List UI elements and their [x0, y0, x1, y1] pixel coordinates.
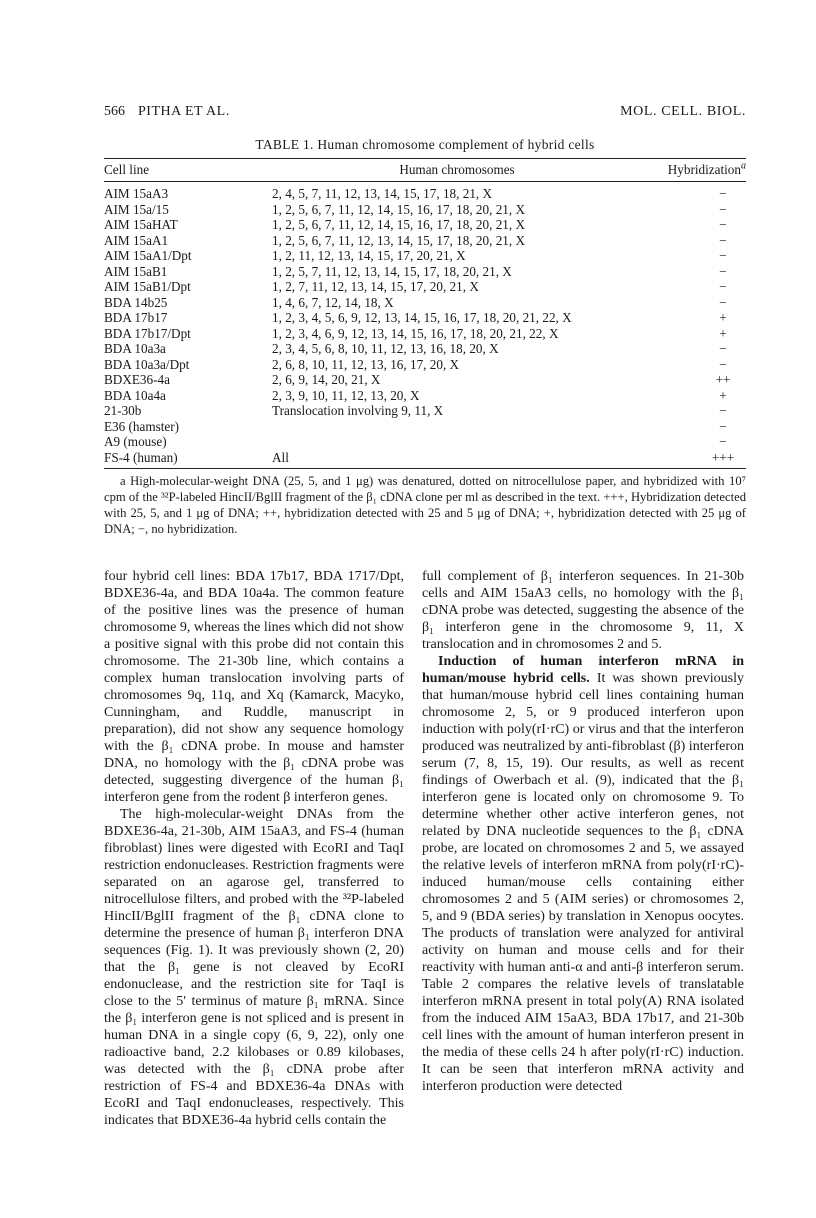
- right-paragraph-2-text: It was shown previously that human/mouse hybrid cell lines containing human chromosome 2, 5, or 9 produced interferon upon induction with poly(rI·rC) or virus and that the interferon produced was neutralized by anti-fibroblast (β) interferon serum (7, 8, 15, 19). Our results, as well as recent findings of Owerbach et al. (9), indicated that the β₁ interferon gene is located only on chromosome 9. To determine whether other active interferon genes, not related by DNA nucleotide sequences to the β₁ cDNA probe, are located on chromosomes 2 and 5, we assayed the relative levels of interferon mRNA from poly(rI·rC)-induced human/mouse cells containing either chromosomes 2 and 5 (AIM series) or chromosomes 2, 5, and 9 (BDA series) by translation in Xenopus oocytes. The products of translation were analyzed for antiviral activity on human and mouse cells and for their reactivity with human anti-α and anti-β interferon serum. Table 2 compares the relative levels of translatable interferon mRNA present in total poly(A) RNA isolated from the induced AIM 15aA3, BDA 17b17, and 21-30b cell lines with the amount of human interferon present in the media of these cells 24 h after poly(rI·rC) induction. It can be seen that interferon mRNA activity and interferon production were detected: [422, 671, 744, 1094]
- table-row: [104, 310, 746, 326]
- journal-name: MOL. CELL. BIOL.: [620, 104, 746, 119]
- chromosomes-cell: 2, 3, 9, 10, 11, 12, 13, 20, X: [272, 387, 420, 403]
- table-row: [104, 233, 746, 249]
- hybridization-cell: +: [719, 310, 727, 325]
- chromosomes-cell: [272, 419, 642, 435]
- chromosomes-cell: 1, 2, 5, 6, 7, 11, 12, 13, 14, 15, 17, 18, 20, 21, X: [272, 232, 526, 248]
- column-header-hybridization-label: Hybridization: [667, 162, 741, 177]
- hybridization-cell: −: [719, 294, 727, 310]
- table-1: [104, 158, 746, 469]
- table-row: [104, 450, 746, 469]
- cell-line-cell: BDA 17b17: [104, 310, 168, 325]
- chromosomes-cell: 2, 6, 8, 10, 11, 12, 13, 16, 17, 20, X: [272, 356, 460, 372]
- cell-line-cell: BDXE36-4a: [104, 372, 170, 387]
- footnote-mark: a: [741, 160, 746, 172]
- chromosomes-cell: All: [272, 450, 642, 469]
- hybridization-cell: +: [719, 387, 727, 403]
- hybridization-cell: −: [719, 201, 727, 217]
- hybridization-cell: −: [719, 403, 727, 418]
- cell-line-cell: AIM 15aA1: [104, 232, 169, 248]
- hybridization-cell: −: [719, 279, 727, 294]
- chromosomes-cell: 1, 2, 11, 12, 13, 14, 15, 17, 20, 21, X: [272, 248, 466, 263]
- table-header-row: [104, 159, 746, 182]
- table-row: [104, 388, 746, 404]
- table-row: [104, 419, 746, 435]
- hybridization-cell: +: [719, 325, 727, 341]
- cell-line-cell: AIM 15aA3: [104, 186, 169, 201]
- hybridization-cell: −: [719, 186, 727, 201]
- table-row: [104, 326, 746, 342]
- chromosomes-cell: 1, 2, 3, 4, 6, 9, 12, 13, 14, 15, 16, 17, 18, 20, 21, 22, X: [272, 325, 559, 341]
- column-header-hybridization: [642, 159, 746, 182]
- hybridization-cell: −: [719, 356, 727, 372]
- cell-line-cell: AIM 15a/15: [104, 201, 169, 217]
- left-paragraph-1: four hybrid cell lines: BDA 17b17, BDA 1717/Dpt, BDXE36-4a, and BDA 10a4a. The common feature of the positive lines was the presence of human chromosome 9, whereas the lines which did not show a positive signal with this probe did not contain this chromosome. The 21-30b line, which contains a complex human translocation involving parts of chromosomes 9q, 11q, and Xq (Kamarck, Macyko, Cunningham, and Ruddle, manuscript in preparation), did not show any sequence homology with the β₁ cDNA probe. In mouse and hamster DNA, no homology with the β₁ cDNA probe was detected, suggesting divergence of the human β₁ interferon gene from the rodent β interferon genes.: [104, 569, 404, 805]
- right-column: [422, 568, 744, 1095]
- chromosomes-cell: 2, 6, 9, 14, 20, 21, X: [272, 372, 381, 387]
- cell-line-cell: 21-30b: [104, 403, 142, 418]
- cell-line-cell: AIM 15aHAT: [104, 217, 178, 232]
- column-header-chromosomes: Human chromosomes: [272, 159, 642, 182]
- table-row: [104, 279, 746, 295]
- section-heading: Induction of human interferon mRNA in human/mouse hybrid cells.: [422, 654, 744, 686]
- hybridization-cell: −: [719, 248, 727, 263]
- chromosomes-cell: 2, 4, 5, 7, 11, 12, 13, 14, 15, 17, 18, 21, X: [272, 186, 493, 201]
- cell-line-cell: AIM 15aB1: [104, 263, 168, 279]
- hybridization-cell: −: [719, 217, 727, 232]
- table-row: [104, 403, 746, 419]
- table-row: [104, 357, 746, 373]
- left-column: [104, 568, 404, 1129]
- table-row: [104, 372, 746, 388]
- table-caption: TABLE 1. Human chromosome complement of hybrid cells: [255, 137, 595, 152]
- chromosomes-cell: 1, 2, 7, 11, 12, 13, 14, 15, 17, 20, 21, X: [272, 279, 479, 294]
- table-row: [104, 264, 746, 280]
- cell-line-cell: AIM 15aB1/Dpt: [104, 279, 191, 294]
- right-paragraph-2: [422, 653, 744, 1095]
- cell-line-cell: BDA 10a3a: [104, 341, 166, 356]
- cell-line-cell: BDA 10a3a/Dpt: [104, 356, 190, 372]
- chromosomes-cell: 1, 2, 5, 7, 11, 12, 13, 14, 15, 17, 18, 20, 21, X: [272, 263, 512, 279]
- chromosomes-cell: 1, 2, 3, 4, 5, 6, 9, 12, 13, 14, 15, 16, 17, 18, 20, 21, 22, X: [272, 310, 572, 325]
- chromosomes-cell: [272, 434, 642, 450]
- footnote-text: a High-molecular-weight DNA (25, 5, and 1 μg) was denatured, dotted on nitrocellulose paper, and hybridized with 10⁷ cpm of the ³²P-labeled HincII/BglII fragment of the β₁ cDNA clone per ml as described in the text. +++, Hybridization detected with 25, 5, and 1 μg of DNA; ++, hybridization detected with 25 and 5 μg of DNA; +, hybridization detected with 25 μg of DNA; −, no hybridization.: [104, 474, 746, 536]
- hybridization-cell: −: [719, 263, 727, 279]
- hybridization-cell: −: [719, 232, 727, 248]
- table-row: [104, 341, 746, 357]
- table-row: [104, 182, 746, 202]
- cell-line-cell: FS-4 (human): [104, 450, 272, 469]
- hybridization-cell: +++: [642, 450, 746, 469]
- column-header-cell-line: Cell line: [104, 159, 272, 182]
- cell-line-cell: AIM 15aA1/Dpt: [104, 248, 192, 263]
- left-paragraph-2: The high-molecular-weight DNAs from the BDXE36-4a, 21-30b, AIM 15aA3, and FS-4 (human fibroblast) lines were digested with EcoRI and TaqI restriction endonucleases. Restriction fragments were separated on an agarose gel, transferred to nitrocellulose filters, and probed with the ³²P-labeled HincII/BglII fragment of the β₁ cDNA clone to determine the presence of human β₁ interferon DNA sequences (Fig. 1). It was previously shown (2, 20) that the β₁ gene is not cleaved by EcoRI endonuclease, and the restriction site for TaqI is close to the 5′ terminus of mature β₁ mRNA. Since the β₁ interferon gene is not spliced and is present in human DNA in a single copy (6, 9, 22), only one radioactive band, 2.2 kilobases or 0.89 kilobases, was detected with the β₁ cDNA probe after restriction of FS-4 and BDXE36-4a DNAs with EcoRI and TaqI endonucleases, respectively. This indicates that BDXE36-4a hybrid cells contain the: [104, 807, 404, 1128]
- hybridization-cell: −: [719, 434, 727, 449]
- chromosomes-cell: 1, 2, 5, 6, 7, 11, 12, 14, 15, 16, 17, 18, 20, 21, X: [272, 217, 526, 232]
- chromosomes-cell: 2, 3, 4, 5, 6, 8, 10, 11, 12, 13, 16, 18, 20, X: [272, 341, 499, 356]
- cell-line-cell: A9 (mouse): [104, 434, 167, 449]
- cell-line-cell: BDA 10a4a: [104, 387, 166, 403]
- page-number: 566: [104, 104, 125, 119]
- right-paragraph-1: full complement of β₁ interferon sequences. In 21-30b cells and AIM 15aA3 cells, no homology with the β₁ cDNA probe was detected, suggesting the absence of the β₁ interferon gene in the chromosome 9, 11, X translocation and in chromosomes 2 and 5.: [422, 569, 744, 652]
- cell-line-cell: BDA 14b25: [104, 294, 168, 310]
- chromosomes-cell: 1, 4, 6, 7, 12, 14, 18, X: [272, 294, 394, 310]
- table-row: [104, 434, 746, 450]
- hybridization-cell: −: [719, 341, 727, 356]
- table-footnote: [104, 473, 746, 537]
- table-row: [104, 248, 746, 264]
- table-row: [104, 295, 746, 311]
- table-row: [104, 202, 746, 218]
- cell-line-cell: E36 (hamster): [104, 418, 180, 434]
- running-authors: PITHA ET AL.: [138, 104, 230, 119]
- table-row: [104, 217, 746, 233]
- chromosomes-cell: 1, 2, 5, 6, 7, 11, 12, 14, 15, 16, 17, 18, 20, 21, X: [272, 201, 526, 217]
- chromosomes-cell: Translocation involving 9, 11, X: [272, 403, 444, 418]
- running-header: [104, 104, 746, 124]
- cell-line-cell: BDA 17b17/Dpt: [104, 325, 191, 341]
- table-body: [104, 182, 746, 469]
- hybridization-cell: ++: [715, 372, 731, 387]
- hybridization-cell: −: [719, 418, 727, 434]
